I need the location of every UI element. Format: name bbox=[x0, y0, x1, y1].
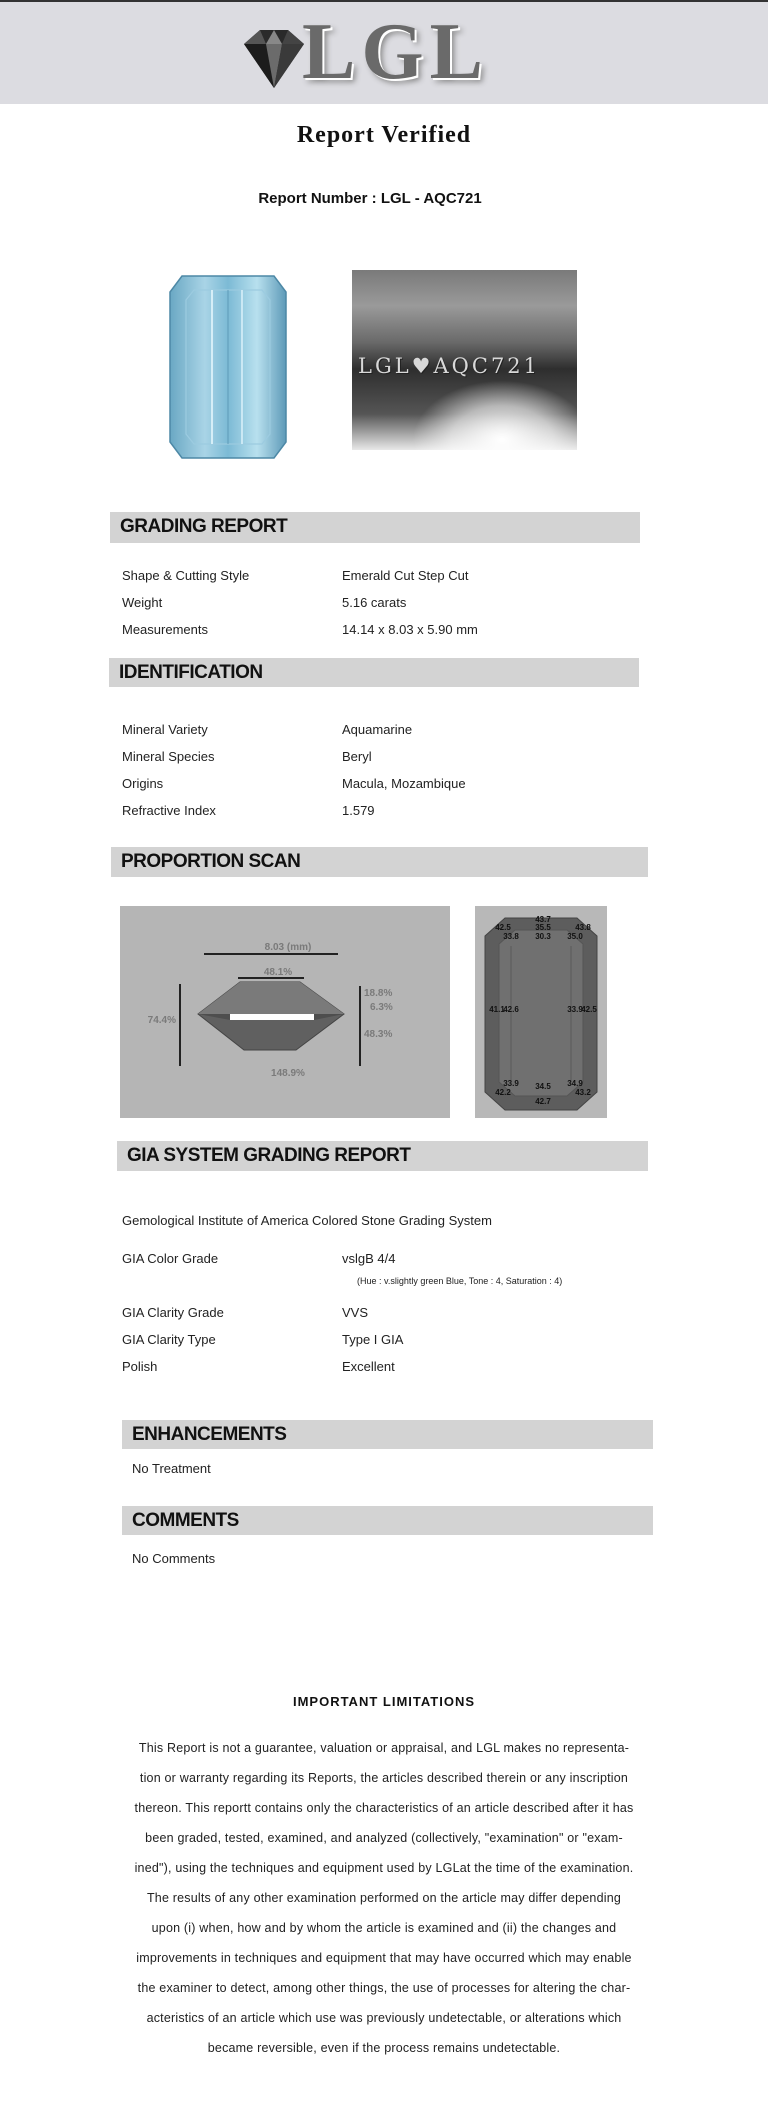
top-view-value: 34.9 bbox=[567, 1079, 583, 1088]
row-value: Emerald Cut Step Cut bbox=[342, 568, 469, 583]
row-value: vslgB 4/4 bbox=[342, 1251, 396, 1266]
limitations-line: The results of any other examination performed on the article may differ depending bbox=[146, 1891, 622, 1905]
row-label: Measurements bbox=[122, 622, 208, 637]
identification-heading: IDENTIFICATION bbox=[109, 658, 639, 687]
limitations-heading: IMPORTANT LIMITATIONS bbox=[292, 1694, 476, 1709]
laser-inscription-photo bbox=[352, 270, 577, 450]
row-value: 1.579 bbox=[342, 803, 375, 818]
enhancements-heading: ENHANCEMENTS bbox=[122, 1420, 653, 1449]
row-value: Macula, Mozambique bbox=[342, 776, 466, 791]
row-label: Origins bbox=[122, 776, 164, 791]
proportion-scan-heading: PROPORTION SCAN bbox=[111, 847, 648, 877]
enhancements-text: No Treatment bbox=[132, 1461, 211, 1476]
top-view-value: 43.7 bbox=[535, 915, 551, 924]
profile-label-table: 48.1% bbox=[263, 967, 293, 978]
inscription-text: LGL♥AQC721 bbox=[358, 354, 541, 378]
row-value: VVS bbox=[342, 1305, 369, 1320]
page-title: Report Verified bbox=[296, 122, 472, 148]
profile-label-length-ratio: 148.9% bbox=[271, 1068, 305, 1079]
limitations-line: thereon. This reportt contains only the characteristics of an article described after it has bbox=[134, 1801, 634, 1815]
row-value: Type I GIA bbox=[342, 1332, 404, 1347]
profile-label-girdle: 6.3% bbox=[370, 1002, 393, 1013]
gia-heading: GIA SYSTEM GRADING REPORT bbox=[117, 1141, 648, 1171]
top-view-value: 42.5 bbox=[495, 923, 511, 932]
light-glare bbox=[412, 380, 577, 450]
row-label: Refractive Index bbox=[122, 803, 216, 818]
limitations-line: improvements in techniques and equipment that may have occurred which may enable bbox=[136, 1951, 632, 1965]
top-view-value: 42.6 bbox=[503, 1005, 519, 1014]
top-view-scan-graphic bbox=[475, 906, 607, 1118]
top-view-value: 33.9 bbox=[503, 1079, 519, 1088]
limitations-line: acteristics of an article which use was previously undetectable, or alterations which bbox=[146, 2011, 622, 2025]
row-label: GIA Color Grade bbox=[122, 1251, 219, 1266]
limitations-line: tion or warranty regarding its Reports, the articles described therein or any inscription bbox=[139, 1771, 629, 1785]
grading-report-heading: GRADING REPORT bbox=[110, 512, 640, 543]
top-view-value: 33.8 bbox=[503, 932, 519, 941]
top-view-value: 35.5 bbox=[535, 923, 551, 932]
top-view-value: 42.5 bbox=[581, 1005, 597, 1014]
limitations-line: became reversible, even if the process remains undetectable. bbox=[207, 2041, 561, 2055]
top-view-value: 33.9 bbox=[567, 1005, 583, 1014]
gemstone-photo bbox=[134, 270, 324, 460]
row-label: Polish bbox=[122, 1359, 158, 1374]
limitations-line: been graded, tested, examined, and analyzed (collectively, "examination" or "exam- bbox=[145, 1831, 623, 1845]
row-label: GIA Clarity Type bbox=[122, 1332, 216, 1347]
comments-text: No Comments bbox=[132, 1551, 216, 1566]
logo-wordmark: LGL bbox=[302, 8, 489, 96]
top-view-scan-diagram bbox=[475, 906, 607, 1118]
limitations-line: upon (i) when, how and by whom the article is examined and (ii) the changes and bbox=[151, 1921, 617, 1935]
top-view-value: 35.0 bbox=[567, 932, 583, 941]
top-view-value: 42.2 bbox=[495, 1088, 511, 1097]
profile-scan-graphic bbox=[120, 906, 450, 1118]
top-view-value: 43.8 bbox=[575, 923, 591, 932]
profile-label-crown: 18.8% bbox=[364, 988, 393, 999]
row-value: 5.16 carats bbox=[342, 595, 407, 610]
row-value: 14.14 x 8.03 x 5.90 mm bbox=[342, 622, 478, 637]
row-label: Mineral Species bbox=[122, 749, 215, 764]
lgl-logo bbox=[234, 8, 494, 96]
row-value: Beryl bbox=[342, 749, 372, 764]
limitations-text bbox=[116, 1733, 652, 2063]
profile-label-pavilion: 48.3% bbox=[364, 1029, 393, 1040]
top-view-value: 41.1 bbox=[489, 1005, 505, 1014]
top-view-value: 30.3 bbox=[535, 932, 551, 941]
header-banner bbox=[0, 0, 768, 106]
aquamarine-stone-image bbox=[134, 270, 324, 460]
gia-color-note: (Hue : v.slightly green Blue, Tone : 4, Saturation : 4) bbox=[357, 1276, 563, 1286]
comments-heading: COMMENTS bbox=[122, 1506, 653, 1535]
top-view-value: 43.2 bbox=[575, 1088, 591, 1097]
row-label: Shape & Cutting Style bbox=[122, 568, 250, 583]
top-view-value: 34.5 bbox=[535, 1082, 551, 1091]
gia-system-text: Gemological Institute of America Colored Stone Grading System bbox=[122, 1213, 492, 1228]
limitations-line: ined"), using the techniques and equipment used by LGLat the time of the examination. bbox=[134, 1861, 634, 1875]
row-label: Mineral Variety bbox=[122, 722, 208, 737]
report-number: Report Number : LGL - AQC721 bbox=[258, 190, 482, 207]
top-view-value: 42.7 bbox=[535, 1097, 551, 1106]
row-label: GIA Clarity Grade bbox=[122, 1305, 224, 1320]
row-value: Aquamarine bbox=[342, 722, 413, 737]
profile-scan-diagram bbox=[120, 906, 450, 1118]
limitations-line: the examiner to detect, among other things, the use of processes for altering the char- bbox=[137, 1981, 631, 1995]
profile-label-width: 8.03 (mm) bbox=[264, 942, 312, 953]
row-value: Excellent bbox=[342, 1359, 395, 1374]
row-label: Weight bbox=[122, 595, 163, 610]
profile-label-depth: 74.4% bbox=[147, 1015, 176, 1026]
limitations-line: This Report is not a guarantee, valuation or appraisal, and LGL makes no representa- bbox=[138, 1741, 630, 1755]
